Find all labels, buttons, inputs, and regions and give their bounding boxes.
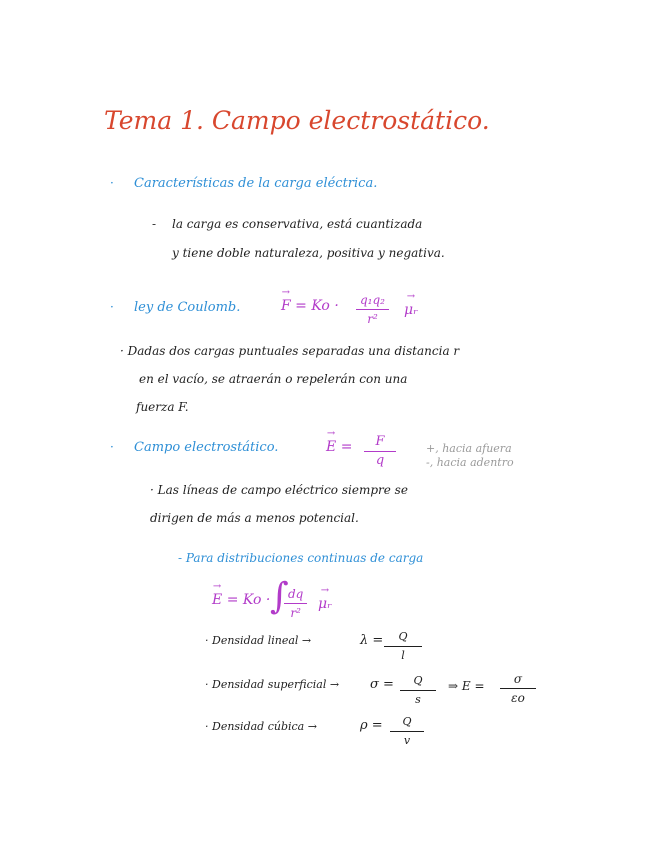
body-text-line: la carga es conservativa, está cuantizada — [172, 217, 423, 231]
integral-sign: ∫ — [270, 576, 289, 617]
density-label-volume: · Densidad cúbica → — [205, 720, 317, 733]
bullet-dot: · — [110, 440, 114, 454]
coulomb-fraction — [356, 291, 389, 328]
fraction-numerator: q₁q₂ — [356, 291, 389, 310]
bullet-dot: · — [110, 176, 114, 190]
density-fraction: $\frac{Q}{s}$ — [400, 672, 436, 709]
field-fraction: $\frac{F}{q}$ — [364, 433, 396, 470]
implies-field: ⇒ E = — [448, 679, 485, 693]
coulomb-formula — [281, 298, 339, 314]
body-text-line: dirigen de más a menos potencial. — [150, 511, 359, 525]
unit-vector: → μᵣ — [318, 596, 332, 612]
density-fraction: $\frac{Q}{l}$ — [384, 628, 422, 665]
subheading-continuous-distributions: - Para distribuciones continuas de carga — [178, 551, 424, 565]
body-text-line: en el vacío, se atraerán o repelerán con una — [139, 372, 408, 386]
density-label-linear: · Densidad lineal → — [205, 634, 312, 647]
force-vector-symbol: → F — [281, 298, 291, 314]
body-text-line: y tiene doble naturaleza, positiva y negativa. — [172, 246, 445, 260]
page-title: Tema 1. Campo electrostático. — [104, 106, 490, 135]
integral-fraction: $\frac{dq}{\text{r²}}$ — [284, 585, 307, 622]
formula-constant: = Ko · — [295, 298, 339, 314]
section-heading-charge-properties: Características de la carga eléctrica. — [134, 176, 378, 191]
unit-vector: → μᵣ — [404, 302, 418, 318]
section-heading-coulomb-law: ley de Coulomb. — [134, 300, 241, 315]
bullet-dot: · — [110, 300, 114, 314]
density-fraction: $\frac{Q}{v}$ — [390, 713, 424, 750]
body-text-line: · Las líneas de campo eléctrico siempre se — [150, 483, 408, 497]
fraction-denominator: r² — [367, 312, 378, 326]
section-heading-electrostatic-field: Campo electrostático. — [134, 440, 279, 455]
density-label-surface: · Densidad superficial → — [205, 678, 340, 691]
density-symbol: σ = — [370, 677, 394, 692]
field-formula: → E = — [326, 439, 352, 455]
density-symbol: ρ = — [360, 718, 383, 733]
note-outward: +, hacia afuera — [426, 442, 512, 455]
body-text-line: fuerza F. — [136, 400, 189, 414]
integral-formula: → E = Ko · — [212, 592, 270, 608]
body-text-line: · Dadas dos cargas puntuales separadas una distancia r — [120, 344, 460, 358]
density-symbol: λ = — [360, 633, 384, 648]
dash: - — [152, 217, 157, 231]
note-inward: -, hacia adentro — [426, 456, 514, 469]
field-surface-fraction: $\frac{\sigma}{\varepsilon o}$ — [500, 670, 536, 707]
